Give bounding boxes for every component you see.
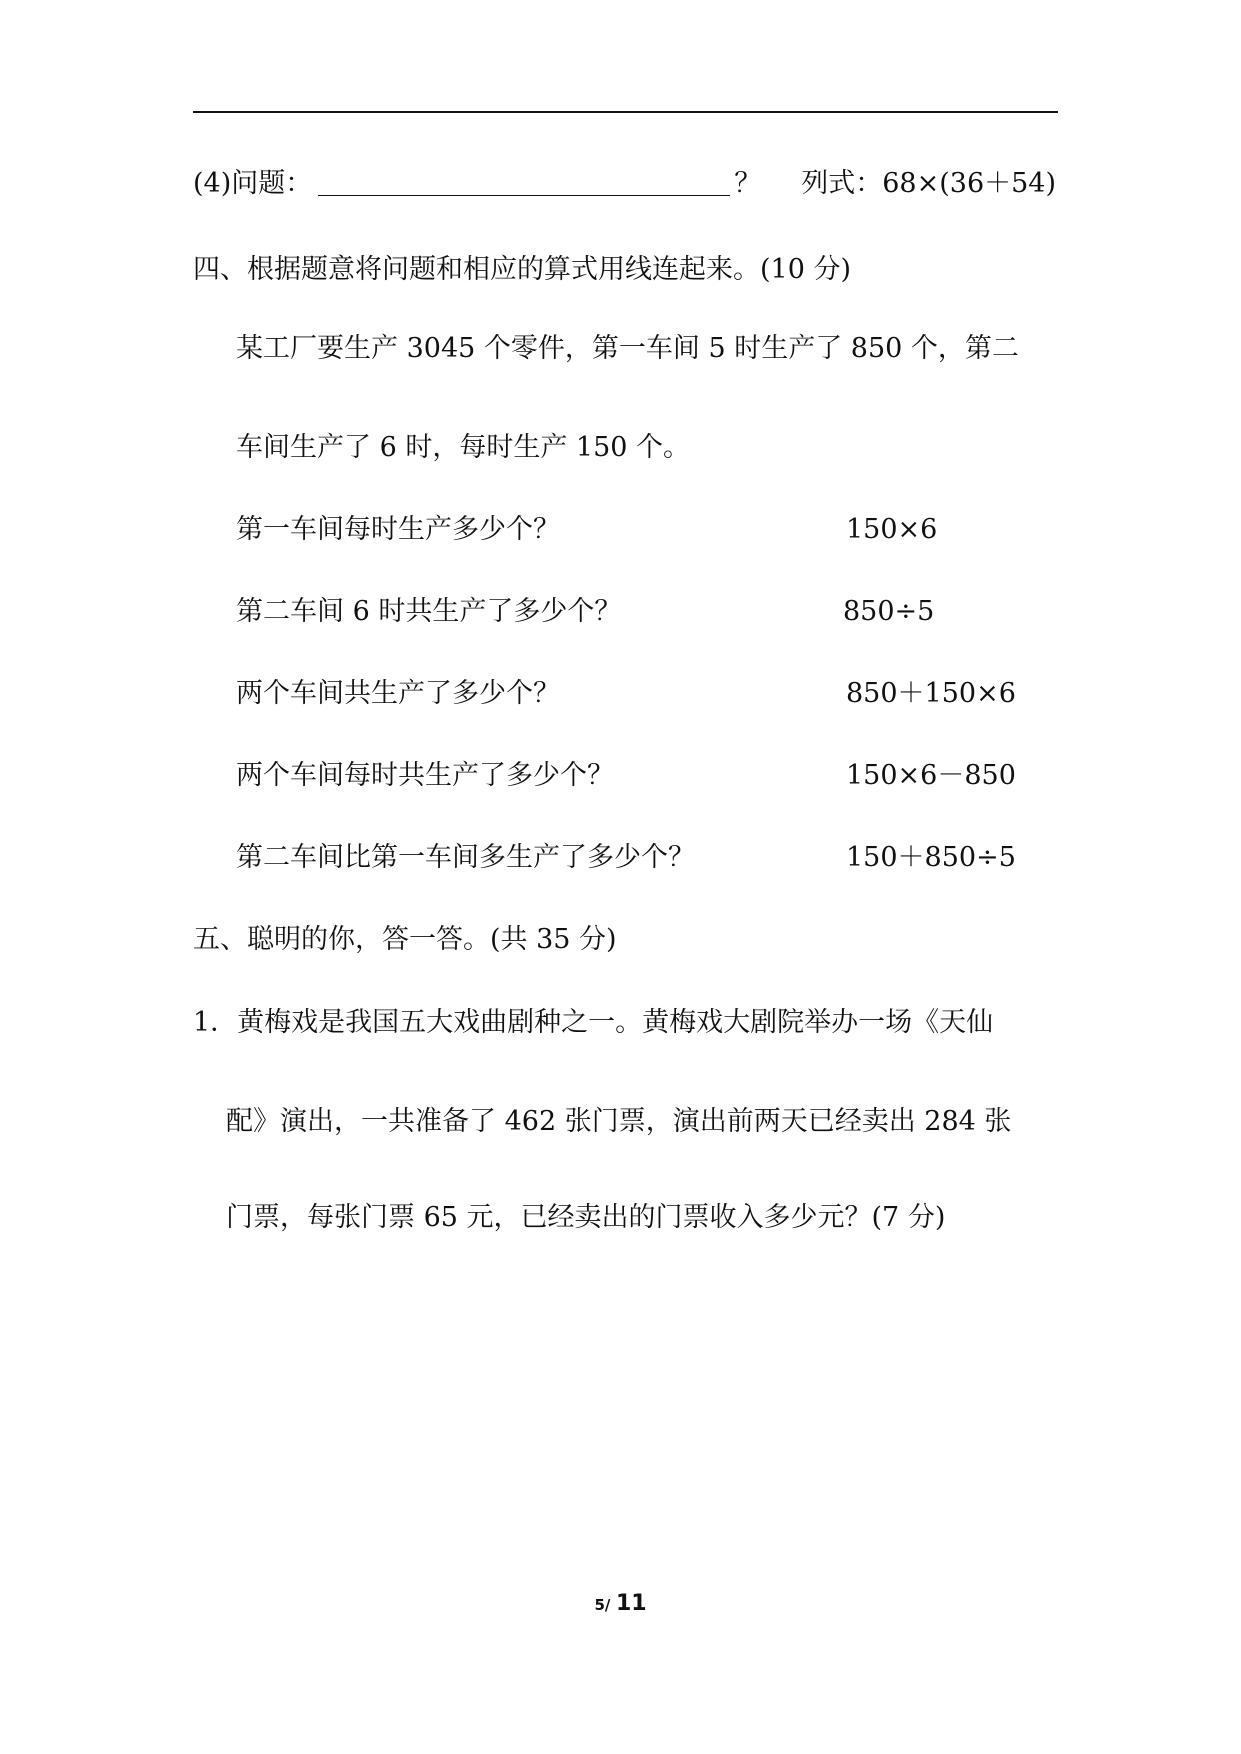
page-current: 5/ [594,1596,611,1614]
match-expression-5: 150＋850÷5 [846,842,1016,873]
page-total: 11 [615,1591,647,1616]
q4-question-mark: ？ [734,168,762,199]
problem1-line3: 门票，每张门票 65 元，已经卖出的门票收入多少元？(7 分) [226,1202,946,1233]
section4-title: 四、根据题意将问题和相应的算式用线连起来。(10 分) [193,254,852,285]
section5-title: 五、聪明的你，答一答。(共 35 分) [193,924,617,955]
match-expression-1: 150×6 [846,514,938,545]
match-expression-4: 150×6－850 [846,760,1016,791]
q4-answer-blank[interactable] [318,167,730,196]
section4-intro-line1: 某工厂要生产 3045 个零件，第一车间 5 时生产了 850 个，第二 [236,333,1019,364]
q4-label: (4)问题： [193,168,313,199]
q4-line [193,166,1056,202]
match-question-5: 第二车间比第一车间多生产了多少个？ [236,842,695,873]
problem1-line1: 1．黄梅戏是我国五大戏曲剧种之一。黄梅戏大剧院举办一场《天仙 [193,1007,994,1038]
problem1-line2: 配》演出，一共准备了 462 张门票，演出前两天已经卖出 284 张 [226,1106,1012,1137]
match-question-2: 第二车间 6 时共生产了多少个？ [236,596,622,627]
match-expression-3: 850＋150×6 [846,678,1016,709]
q4-formula: 列式：68×(36＋54) [801,168,1057,199]
page-number [0,1589,1241,1620]
match-question-3: 两个车间共生产了多少个？ [236,678,560,709]
match-question-4: 两个车间每时共生产了多少个？ [236,760,614,791]
match-expression-2: 850÷5 [843,596,935,627]
top-divider [193,111,1058,113]
section4-intro-line2: 车间生产了 6 时，每时生产 150 个。 [236,432,691,463]
match-question-1: 第一车间每时生产多少个？ [236,514,560,545]
